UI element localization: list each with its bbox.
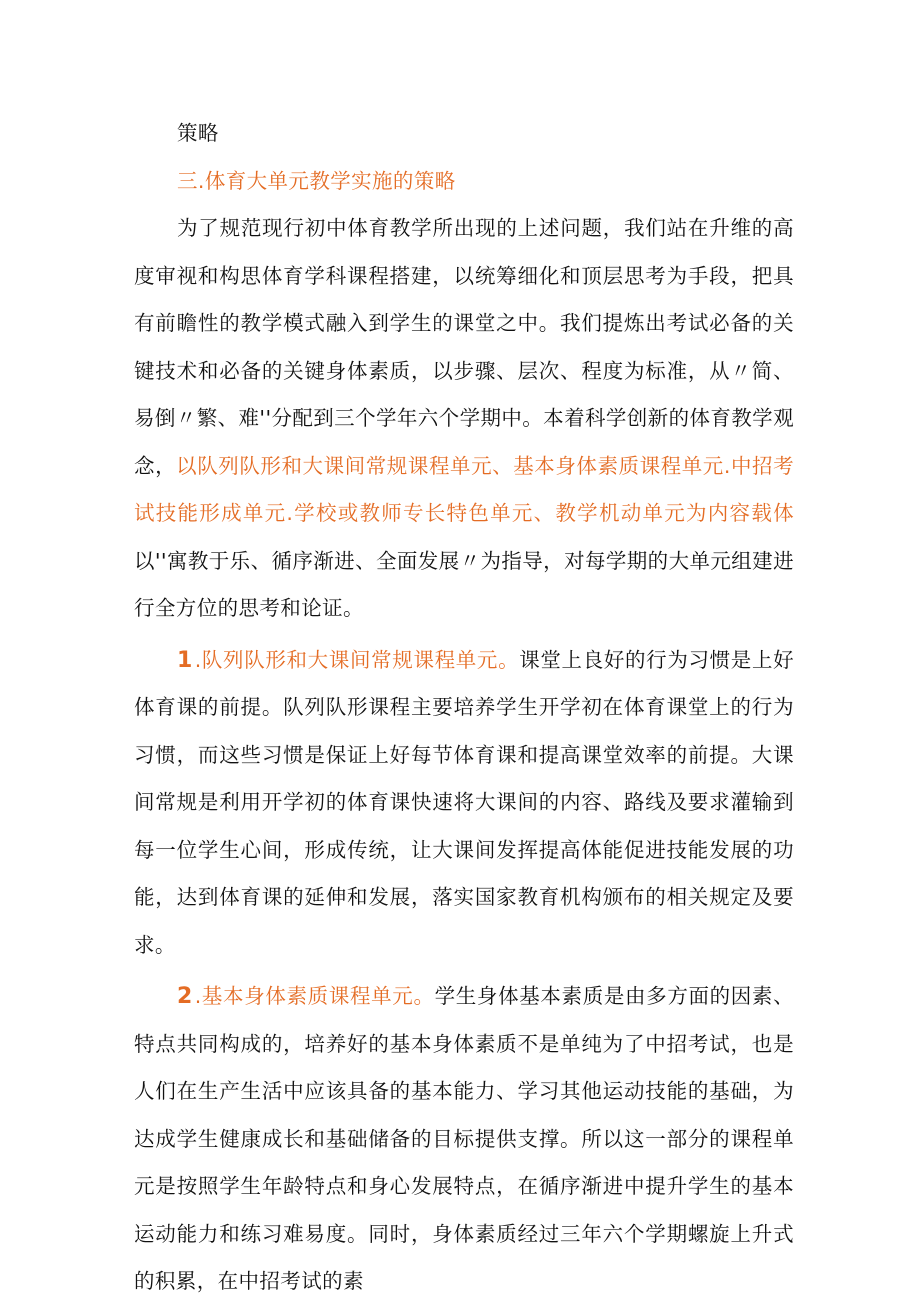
item1-title: .队列队形和大课间常规课程单元。 (194, 647, 520, 672)
item2-title: .基本身体素质课程单元。 (194, 984, 435, 1008)
item1-paragraph (134, 637, 794, 970)
intro-paragraph (134, 205, 794, 633)
document-body (134, 110, 794, 1306)
intro-text-1: 为了规范现行初中体育教学所出现的上述问题，我们站在升维的高度审视和构思体育学科课程搭建，以统筹细化和顶层思考为手段，把具有前瞻性的教学模式融入到学生的课堂之中。我们提炼出考试必备的关键技术和必备的关键身体素质，以步骤、层次、程度为标准，从〃简、易倒〃繁、难''分配到三个学年六个学期中。本着科学创新的体育教学观念， (134, 216, 794, 478)
line-strategy (134, 110, 794, 158)
section-heading-text: 三.体育大单元教学实施的策略 (177, 168, 456, 193)
intro-highlight: 以队列队形和大课间常规课程单元、基本身体素质课程单元.中招考试技能形成单元.学校或教师专长特色单元、教学机动单元为内容载体 (134, 453, 794, 525)
section-heading (134, 158, 794, 206)
item2-number: 2 (177, 984, 193, 1009)
intro-text-2: 以''寓教于乐、循序渐进、全面发展〃为指导，对每学期的大单元组建进行全方位的思考和论证。 (134, 548, 794, 620)
item2-paragraph (134, 973, 794, 1306)
item1-number: 1 (177, 647, 193, 673)
item2-body: 学生身体基本素质是由多方面的因素、特点共同构成的，培养好的基本身体素质不是单纯为了中招考试，也是人们在生产生活中应该具备的基本能力、学习其他运动技能的基础，为达成学生健康成长和基础储备的目标提供支撑。所以这一部分的课程单元是按照学生年龄特点和身心发展特点，在循序渐进中提升学生的基本运动能力和练习难易度。同时，身体素质经过三年六个学期螺旋上升式的积累，在中招考试的素 (134, 984, 794, 1293)
item1-body: 课堂上良好的行为习惯是上好体育课的前提。队列队形课程主要培养学生开学初在体育课堂上的行为习惯，而这些习惯是保证上好每节体育课和提高课堂效率的前提。大课间常规是利用开学初的体育课快速将大课间的内容、路线及要求灌输到每一位学生心间，形成传统，让大课间发挥提高体能促进技能发展的功能，达到体育课的延伸和发展，落实国家教育机构颁布的相关规定及要求。 (134, 647, 795, 957)
strategy-text: 策略 (177, 121, 219, 145)
